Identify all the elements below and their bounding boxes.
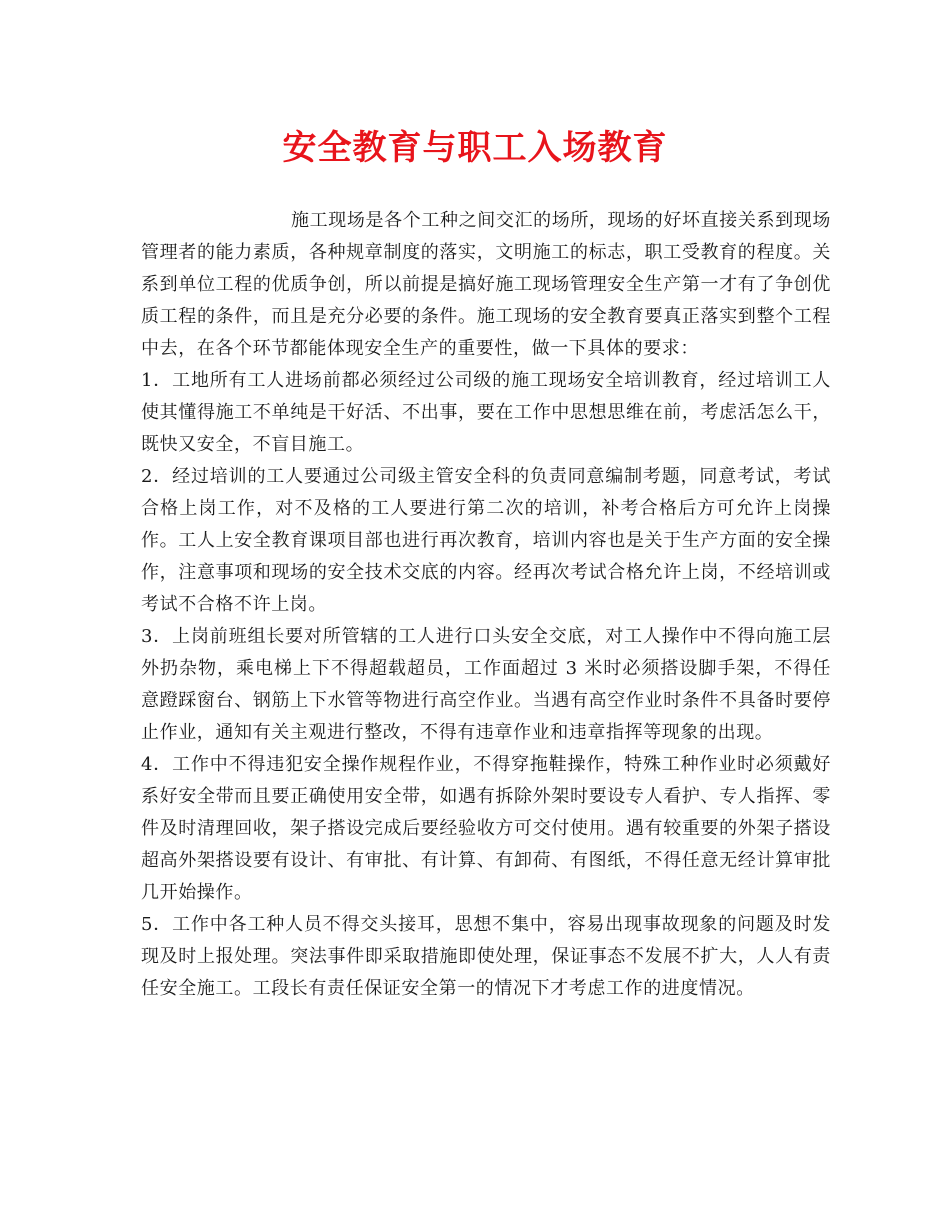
- list-item-3: 3．上岗前班组长要对所管辖的工人进行口头安全交底，对工人操作中不得向施工层外扔杂物，乘电梯上下不得超载超员，工作面超过 3 米时必须搭设脚手架，不得任意蹬踩窗台、钢筋上下水管等物进行高空作业。当遇有高空作业时条件不具备时要停止作业，通知有关主观进行整改，不得有违章作业和违章指挥等现象的出现。: [141, 626, 831, 743]
- list-item-5: 5．工作中各工种人员不得交头接耳，思想不集中，容易出现事故现象的问题及时发现及时上报处理。突法事件即采取措施即使处理，保证事态不发展不扩大，人人有责任安全施工。工段长有责任保证安全第一的情况下才考虑工作的进度情况。: [141, 914, 831, 999]
- document-body: [141, 205, 831, 1005]
- list-item-4: 4．工作中不得违犯安全操作规程作业，不得穿拖鞋操作，特殊工种作业时必须戴好系好安全带而且要正确使用安全带，如遇有拆除外架时要设专人看护、专人指挥、零件及时清理回收，架子搭设完成后要经验收方可交付使用。遇有较重要的外架子搭设超高外架搭设要有设计、有审批、有计算、有卸荷、有图纸，不得任意无经计算审批几开始操作。: [141, 754, 831, 903]
- document-title: 安全教育与职工入场教育: [282, 128, 668, 168]
- list-item-1: 1．工地所有工人进场前都必须经过公司级的施工现场安全培训教育，经过培训工人使其懂得施工不单纯是干好活、不出事，要在工作中思想思维在前，考虑活怎么干，既快又安全，不盲目施工。: [141, 370, 831, 455]
- list-item-2: 2．经过培训的工人要通过公司级主管安全科的负责同意编制考题，同意考试，考试合格上岗工作，对不及格的工人要进行第二次的培训，补考合格后方可允许上岗操作。工人上安全教育课项目部也进行再次教育，培训内容也是关于生产方面的安全操作，注意事项和现场的安全技术交底的内容。经再次考试合格允许上岗，不经培训或考试不合格不许上岗。: [141, 466, 831, 615]
- intro-paragraph: 施工现场是各个工种之间交汇的场所，现场的好坏直接关系到现场管理者的能力素质，各种规章制度的落实，文明施工的标志，职工受教育的程度。关系到单位工程的优质争创，所以前提是搞好施工现场管理安全生产第一才有了争创优质工程的条件，而且是充分必要的条件。施工现场的安全教育要真正落实到整个工程中去，在各个环节都能体现安全生产的重要性，做一下具体的要求：: [141, 210, 831, 359]
